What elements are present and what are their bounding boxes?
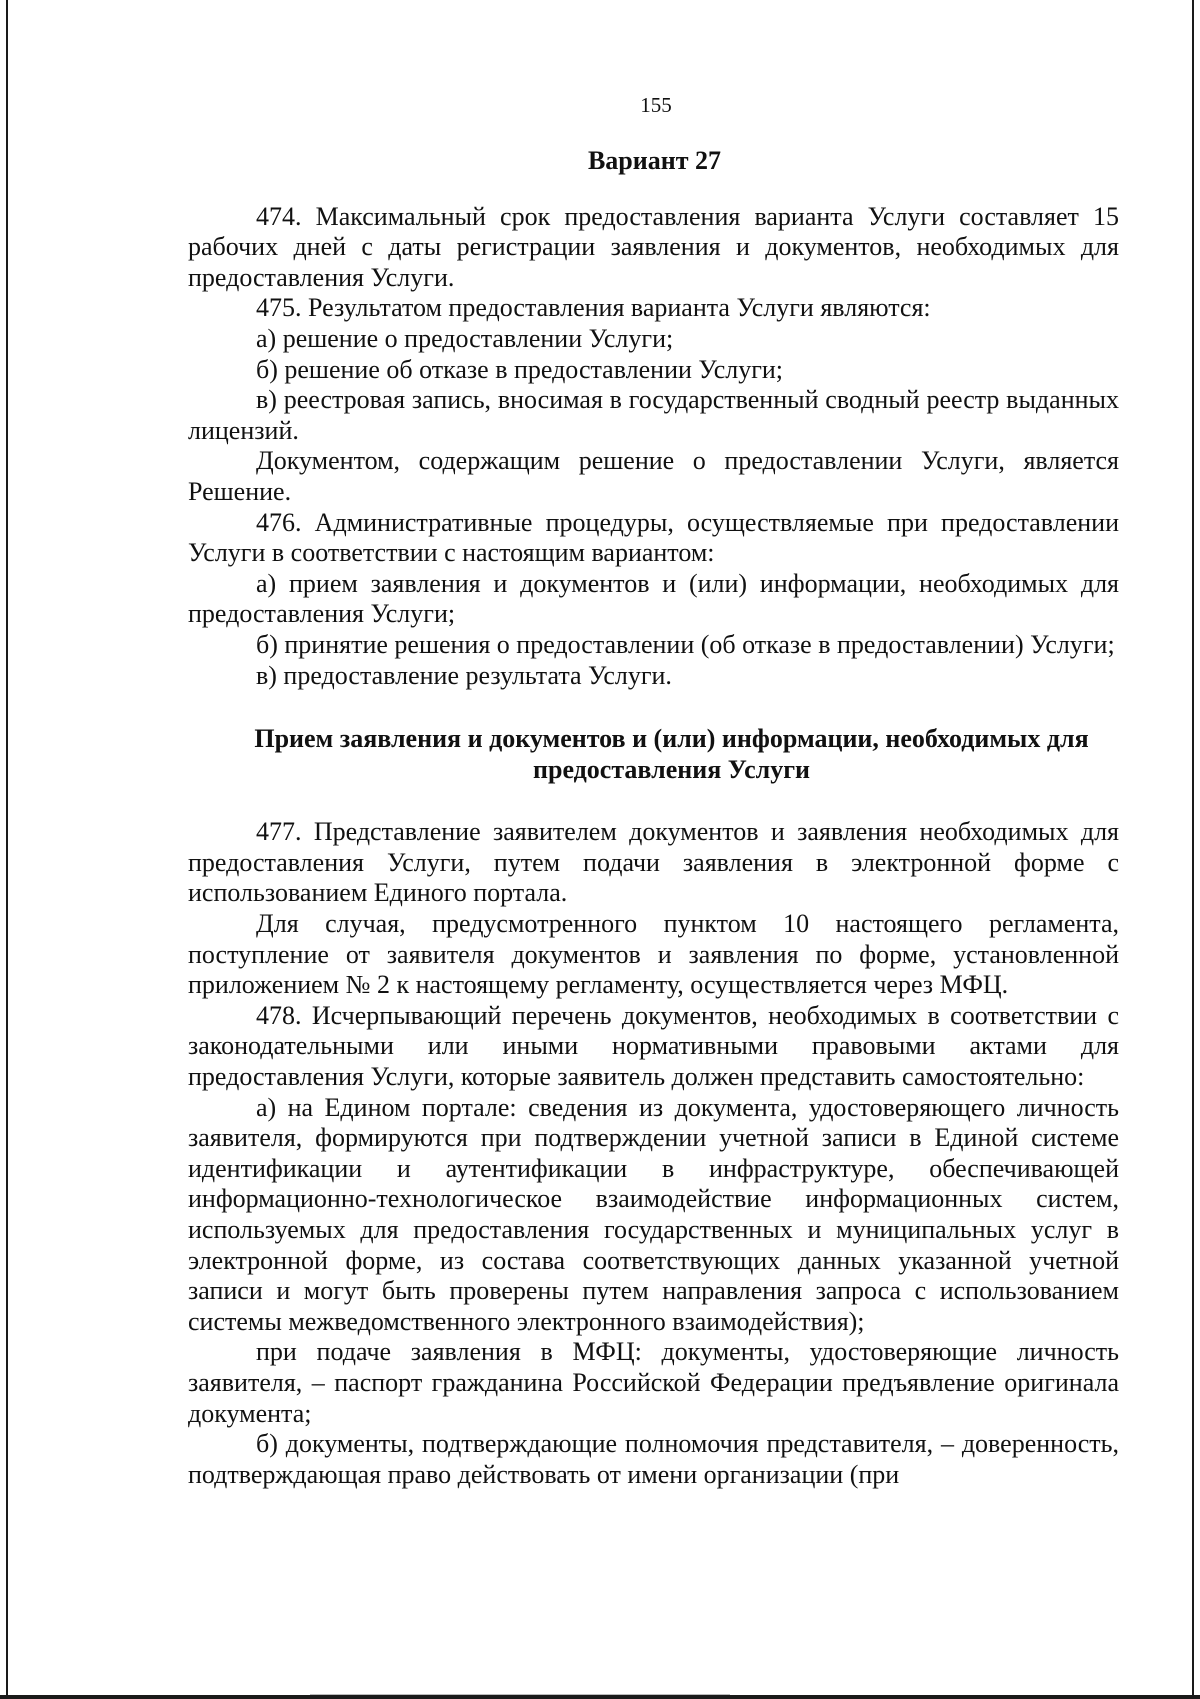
paragraph-475: 475. Результатом предоставления варианта Услуги являются:	[256, 293, 931, 323]
list-item-475-a: а) решение о предоставлении Услуги;	[256, 323, 674, 353]
paragraph-478: 478. Исчерпывающий перечень документов, необходимых в соответствии с законодательными или иными нормативными правовыми актами для предоставления Услуги, которые заявитель должен представить самостоятельно:	[188, 1000, 1119, 1092]
scan-border-bottom	[0, 1695, 1200, 1699]
scan-border-left	[6, 0, 8, 1699]
paragraph-474: 474. Максимальный срок предоставления варианта Услуги составляет 15 рабочих дней с даты регистрации заявления и документов, необходимых для предоставления Услуги.	[188, 201, 1119, 292]
page-number: 155	[640, 93, 672, 117]
list-item-476-b: б) принятие решения о предоставлении (об отказе в предоставлении) Услуги;	[256, 629, 1115, 659]
list-item-475-b: б) решение об отказе в предоставлении Услуги;	[256, 354, 784, 384]
section-heading: Прием заявления и документов и (или) информации, необходимых для предоставления Услуги	[254, 724, 1089, 784]
list-item-476-v: в) предоставление результата Услуги.	[256, 660, 672, 690]
scan-artifact-line	[310, 1694, 730, 1695]
list-item-476-a: а) прием заявления и документов и (или) информации, необходимых для предоставления Услуги;	[188, 568, 1119, 629]
scan-border-right	[1192, 0, 1194, 1699]
list-item-475-v: в) реестровая запись, вносимая в государственный сводный реестр выданных лицензий.	[188, 385, 1119, 445]
paragraph-477: 477. Представление заявителем документов и заявления необходимых для предоставления Услуги, путем подачи заявления в электронной форме с использованием Единого портала.	[188, 817, 1119, 908]
list-item-478-b: б) документы, подтверждающие полномочия представителя, – доверенность, подтверждающая право действовать от имени организации (при	[188, 1429, 1119, 1489]
paragraph-476: 476. Административные процедуры, осуществляемые при предоставлении Услуги в соответствии с настоящим вариантом:	[188, 507, 1119, 568]
variant-title: Вариант 27	[587, 146, 722, 175]
list-item-478-a: а) на Едином портале: сведения из документа, удостоверяющего личность заявителя, формируются при подтверждении учетной записи в Единой системе идентификации и аутентификации в инфраструктуре, обеспечивающей информационно-технологическое взаимодействие информационных систем, используемых для предоставления государственных и муниципальных услуг в электронной форме, из состава соответствующих данных указанной учетной записи и могут быть проверены путем направления запроса с использованием системы межведомственного электронного взаимодействия);	[188, 1092, 1119, 1336]
paragraph-decision-document: Документом, содержащим решение о предоставлении Услуги, является Решение.	[188, 446, 1119, 506]
paragraph-mfc-submission: при подаче заявления в МФЦ: документы, удостоверяющие личность заявителя, – паспорт гражданина Российской Федерации предъявление оригинала документа;	[188, 1337, 1119, 1428]
paragraph-mfc-case: Для случая, предусмотренного пунктом 10 настоящего регламента, поступление от заявителя документов и заявления по форме, установленной приложением № 2 к настоящему регламенту, осуществляется через МФЦ.	[188, 909, 1119, 1000]
document-body	[188, 146, 1119, 1490]
